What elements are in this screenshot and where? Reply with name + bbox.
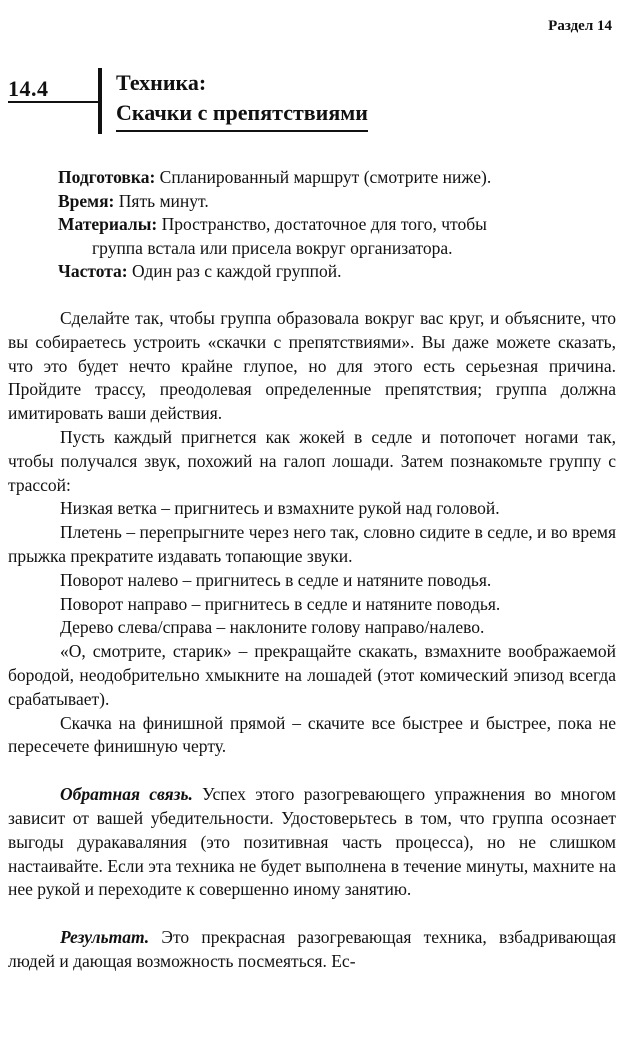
section-number-underline [8,101,100,103]
feedback-label: Обратная связь. [60,784,193,805]
obstacle-turn-right: Поворот направо – пригнитесь в седле и натяните поводья. [60,593,501,614]
meta-preparation [58,166,614,190]
paragraph: Пусть каждый пригнется как жокей в седле и потопочет ногами так, чтобы получался звук, похожий на галоп лошади. Затем познакомьте группу с трассой: [8,426,616,495]
meta-materials-continued: группа встала или присела вокруг организатора. [92,237,453,258]
heading-vertical-rule [98,68,102,134]
obstacle-low-branch: Низкая ветка – пригнитесь и взмахните рукой над головой. [60,498,500,519]
obstacle-turn-left: Поворот налево – пригнитесь в седле и натяните поводья. [60,569,492,590]
title-line-1: Техника: [116,70,207,95]
obstacle-old-man: «О, смотрите, старик» – прекращайте скакать, взмахните воображаемой бородой, неодобрительно хмыкните на лошадей (этот комический эпизод всегда срабатывает). [8,641,616,709]
meta-time [58,190,614,214]
meta-frequency [58,260,614,284]
section-title [116,68,368,132]
result-label: Результат. [60,927,150,948]
meta-materials [58,213,614,237]
result-paragraph [8,926,616,974]
feedback-paragraph [8,783,616,902]
obstacle-final-stretch: Скачка на финишной прямой – скачите все быстрее и быстрее, пока не пересечете финишную черту. [8,712,616,757]
meta-time-label: Время: [58,190,115,211]
meta-frequency-label: Частота: [58,261,128,281]
meta-time-value: Пять минут. [114,190,209,211]
meta-preparation-label: Подготовка: [58,167,156,187]
paragraph: Сделайте так, чтобы группа образовала вокруг вас круг, и объясните, что вы собираетесь устроить «скачки с препятствиями». Вы даже можете сказать, что это будет нечто крайне глупое, но для этого есть серьезная причина. Пройдите трассу, преодолевая определенные препятствия; группа должна имитировать ваши действия. [8,308,616,424]
meta-materials-label: Материалы: [58,214,158,234]
obstacle-tree: Дерево слева/справа – наклоните голову направо/налево. [60,617,485,638]
meta-preparation-value: Спланированный маршрут (смотрите ниже). [155,167,492,187]
title-line-2: Скачки с препятствиями [116,98,368,132]
obstacle-fence: Плетень – перепрыгните через него так, словно сидите в седле, и во время прыжка прекратите издавать топающие звуки. [8,522,616,566]
body-text [8,307,616,974]
result-text: Это прекрасная разогревающая техника, взбадривающая людей и дающая возможность посмеяться. Ес- [8,927,616,971]
section-number: 14.4 [8,76,49,101]
running-head: Раздел 14 [548,18,612,34]
technique-meta [58,166,614,284]
feedback-text: Успех этого разогревающего упражнения во многом зависит от вашей убедительности. Удостоверьтесь в том, что группа осознает выгоды дуракаваляния (это позитивная часть процесса), но не слишком настаивайте. Если эта техника не будет выполнена в течение минуты, махните на нее рукой и переходите к совершенно иному занятию. [8,784,616,900]
meta-frequency-value: Один раз с каждой группой. [127,261,342,281]
meta-materials-value: Пространство, достаточное для того, чтобы [157,214,487,234]
